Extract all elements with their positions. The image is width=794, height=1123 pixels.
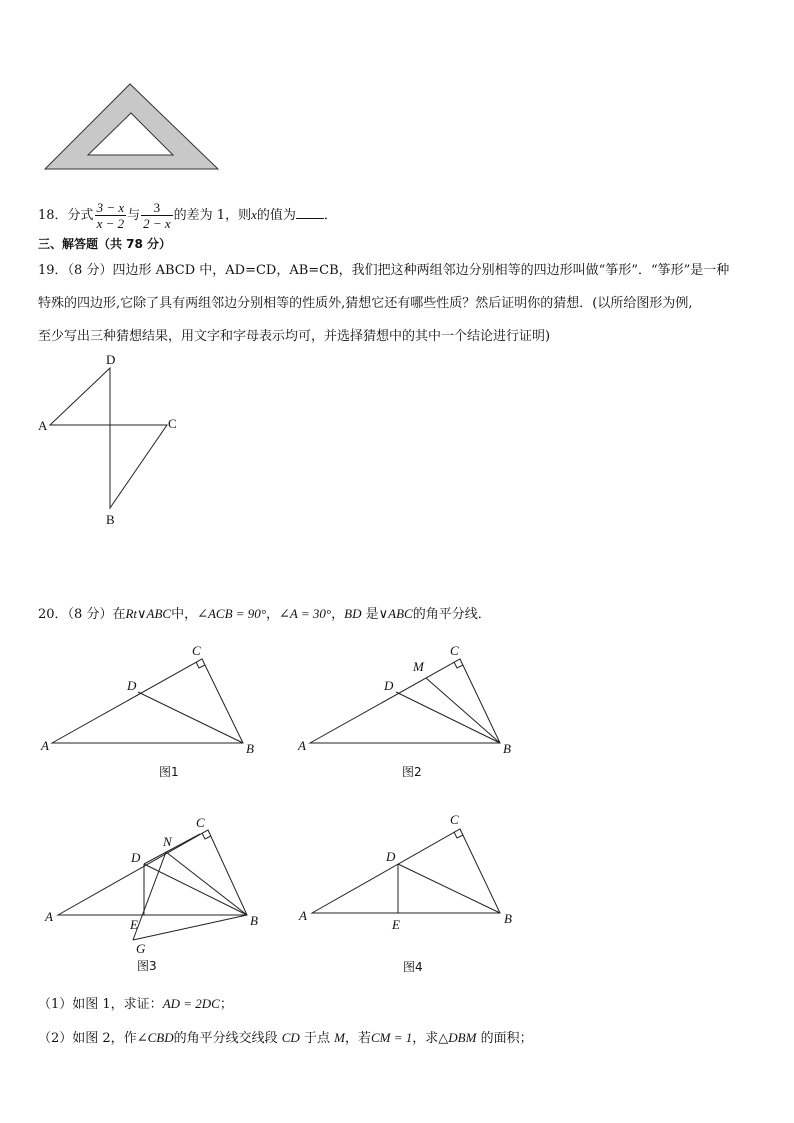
- svg-text:B: B: [250, 913, 258, 928]
- figure-1-caption: 图1: [159, 765, 179, 779]
- svg-text:M: M: [413, 659, 424, 674]
- figure-2: [297, 643, 511, 779]
- svg-text:D: D: [386, 849, 396, 864]
- svg-text:A: A: [298, 738, 306, 753]
- kite-label-b: B: [106, 512, 115, 527]
- svg-text:D: D: [127, 678, 137, 693]
- q18-fraction-2: $\frac{3}{2 - x}$: [143, 200, 171, 231]
- q18-fraction-1: $\frac{3 - x}{x - 2}$: [96, 200, 125, 231]
- svg-text:B: B: [504, 911, 512, 926]
- svg-text:N: N: [163, 834, 172, 849]
- q18-answer-blank[interactable]: [296, 206, 324, 219]
- svg-text:C: C: [192, 643, 201, 658]
- section-heading: 三、解答题（共 78 分）: [38, 237, 172, 251]
- svg-text:G: G: [136, 941, 146, 956]
- set-square-figure: [40, 80, 225, 175]
- figure-1: [40, 643, 254, 779]
- svg-text:C: C: [450, 812, 459, 827]
- svg-text:A: A: [41, 738, 49, 753]
- kite-label-c: C: [168, 416, 177, 431]
- svg-text:A: A: [299, 908, 307, 923]
- kite-label-a: A: [38, 418, 48, 433]
- svg-text:E: E: [392, 917, 400, 932]
- svg-text:D: D: [131, 850, 141, 865]
- q20-figures: [0, 635, 794, 985]
- question-20: 20．（8 分）在Rt∨ABC中，∠ACB = 90°，∠A = 30°，BD 是∨ABC的角平分线．: [38, 606, 491, 622]
- question-19: 19．（8 分）四边形 ABCD 中，AD=CD，AB=CB，我们把这种两组邻边分别相等的四边形叫做“筝形”．“筝形”是一种 特殊的四边形,它除了具有两组邻边分别相等的性质外,猜想它还有哪些性质？然后证明你的猜想．(以所给图形为例, 至少写出三种猜想结果，用文字和字母表示均可，并选择猜想中的其中一个结论进行证明): [38, 263, 730, 344]
- svg-text:B: B: [503, 741, 511, 756]
- figure-4-caption: 图4: [403, 960, 423, 974]
- figure-4: [298, 812, 512, 974]
- svg-text:D: D: [384, 678, 394, 693]
- figure-3: [44, 815, 258, 973]
- svg-text:B: B: [246, 741, 254, 756]
- svg-text:C: C: [196, 815, 205, 830]
- q20-part-2: （2）如图 2，作∠CBD的角平分线交线段 CD 于点 M，若CM = 1，求△DBM 的面积；: [38, 1030, 533, 1046]
- q20-part-1: （1）如图 1，求证：AD = 2DC；: [38, 996, 233, 1012]
- question-18: 18．分式 $\frac{3 - x}{x - 2}$ 与 $\frac{3}{2 - x}$ 的差为 1，则x的值为 ．: [38, 200, 337, 231]
- svg-text:A: A: [45, 909, 53, 924]
- kite-figure: [30, 350, 190, 530]
- svg-text:E: E: [130, 917, 138, 932]
- q18-number: 18．: [38, 208, 68, 223]
- figure-3-caption: 图3: [137, 959, 157, 973]
- svg-text:C: C: [450, 643, 459, 658]
- kite-label-d: D: [106, 352, 116, 367]
- figure-2-caption: 图2: [402, 765, 422, 779]
